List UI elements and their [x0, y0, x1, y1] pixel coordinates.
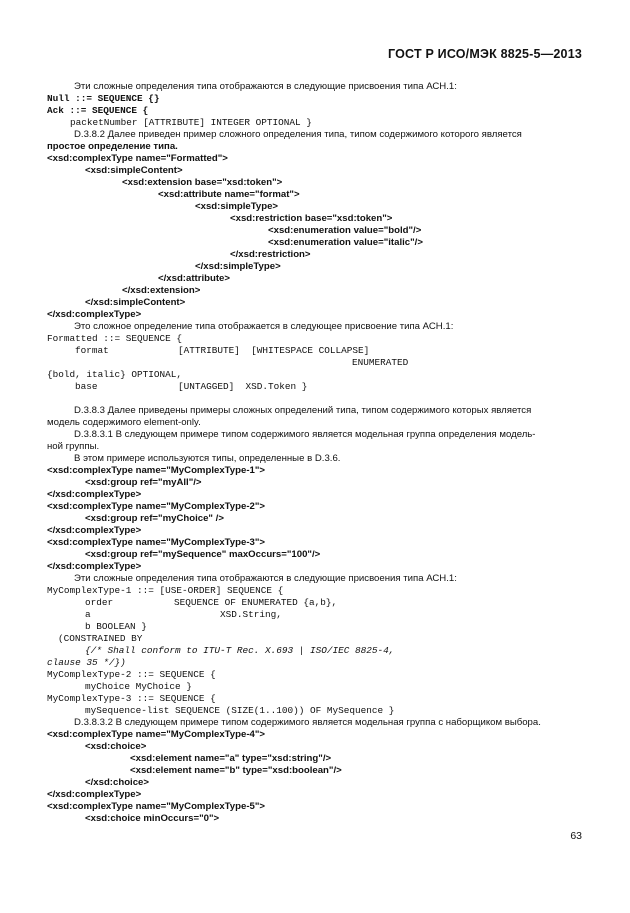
text-line: В этом примере используются типы, определенные в D.3.6. [74, 453, 341, 464]
code-line: mySequence-list SEQUENCE (SIZE(1..100)) OF MySequence } [85, 705, 395, 716]
code-line: Ack ::= SEQUENCE { [47, 105, 149, 116]
code-line: <xsd:choice> [85, 741, 147, 752]
code-line: </xsd:restriction> [230, 249, 311, 260]
code-line: </xsd:simpleContent> [85, 297, 186, 308]
text-line: Эти сложные определения типа отображаются в следующие присвоения типа АСН.1: [74, 573, 457, 584]
text-line: модель содержимого element-only. [47, 417, 201, 428]
code-line: <xsd:element name="b" type="xsd:boolean"/> [130, 765, 342, 776]
code-line: </xsd:simpleType> [195, 261, 281, 272]
code-line: {/* Shall conform to ITU-T Rec. X.693 | ISO/IEC 8825-4, [85, 645, 395, 656]
code-line: <xsd:complexType name="MyComplexType-4"> [47, 729, 266, 740]
code-line: <xsd:choice minOccurs="0"> [85, 813, 220, 824]
code-line: <xsd:restriction base="xsd:token"> [230, 213, 393, 224]
code-line: packetNumber [ATTRIBUTE] INTEGER OPTIONAL } [70, 117, 312, 128]
code-line: [ATTRIBUTE] [WHITESPACE COLLAPSE] [178, 345, 370, 356]
code-line: <xsd:complexType name="MyComplexType-2"> [47, 501, 266, 512]
text-line: Эти сложные определения типа отображаются в следующие присвоения типа АСН.1: [74, 81, 457, 92]
code-line: <xsd:complexType name="Formatted"> [47, 153, 228, 164]
code-line: <xsd:group ref="myChoice" /> [85, 513, 224, 524]
code-line: </xsd:complexType> [47, 789, 142, 800]
code-line: MyComplexType-1 ::= [USE-ORDER] SEQUENCE { [47, 585, 284, 596]
code-line: Null ::= SEQUENCE {} [47, 93, 160, 104]
code-line: </xsd:extension> [122, 285, 201, 296]
code-line: myChoice MyChoice } [85, 681, 192, 692]
text-line: простое определение типа. [47, 141, 178, 152]
code-line: clause 35 */}) [47, 657, 126, 668]
code-line: MyComplexType-3 ::= SEQUENCE { [47, 693, 216, 704]
code-line: <xsd:attribute name="format"> [158, 189, 300, 200]
code-line: {bold, italic} OPTIONAL, [47, 369, 183, 380]
code-line: format [75, 345, 109, 356]
code-line: b BOOLEAN } [85, 621, 147, 632]
code-line: order [85, 597, 114, 608]
code-line: <xsd:group ref="myAll"/> [85, 477, 202, 488]
code-line: <xsd:extension base="xsd:token"> [122, 177, 283, 188]
code-line: <xsd:element name="a" type="xsd:string"/> [130, 753, 332, 764]
code-line: </xsd:choice> [85, 777, 149, 788]
code-line: SEQUENCE OF ENUMERATED {a,b}, [174, 597, 338, 608]
code-line: </xsd:complexType> [47, 561, 142, 572]
text-line: D.3.8.3.2 В следующем примере типом содержимого является модельная группа с наборщиком выбора. [74, 717, 541, 728]
text-line: D.3.8.2 Далее приведен пример сложного определения типа, типом содержимого которого является [74, 129, 522, 140]
code-line: </xsd:attribute> [158, 273, 230, 284]
code-line: [UNTAGGED] XSD.Token } [178, 381, 308, 392]
code-line: </xsd:complexType> [47, 525, 142, 536]
code-line: base [75, 381, 98, 392]
code-line: </xsd:complexType> [47, 489, 142, 500]
code-line: MyComplexType-2 ::= SEQUENCE { [47, 669, 216, 680]
document-header: ГОСТ Р ИСО/МЭК 8825-5—2013 [387, 47, 582, 61]
code-line: </xsd:complexType> [47, 309, 142, 320]
text-line: Это сложное определение типа отображается в следующее присвоение типа АСН.1: [74, 321, 454, 332]
text-line: ной группы. [47, 441, 100, 452]
code-line: <xsd:simpleType> [195, 201, 279, 212]
code-line: (CONSTRAINED BY [58, 633, 143, 644]
code-line: <xsd:complexType name="MyComplexType-1"> [47, 465, 266, 476]
code-line: Formatted ::= SEQUENCE { [47, 333, 183, 344]
code-line: <xsd:complexType name="MyComplexType-3"> [47, 537, 266, 548]
code-line: <xsd:enumeration value="bold"/> [268, 225, 422, 236]
code-line: <xsd:simpleContent> [85, 165, 183, 176]
code-line: XSD.String, [220, 609, 282, 620]
text-line: D.3.8.3.1 В следующем примере типом содержимого является модельная группа определения модель- [74, 429, 536, 440]
code-line: <xsd:group ref="mySequence" maxOccurs="100"/> [85, 549, 321, 560]
code-line: <xsd:complexType name="MyComplexType-5"> [47, 801, 266, 812]
page-number: 63 [570, 830, 582, 842]
code-line: <xsd:enumeration value="italic"/> [268, 237, 423, 248]
code-line: a [85, 609, 91, 620]
code-line: ENUMERATED [352, 357, 409, 368]
text-line: D.3.8.3 Далее приведены примеры сложных определений типа, типом содержимого которых является [74, 405, 532, 416]
